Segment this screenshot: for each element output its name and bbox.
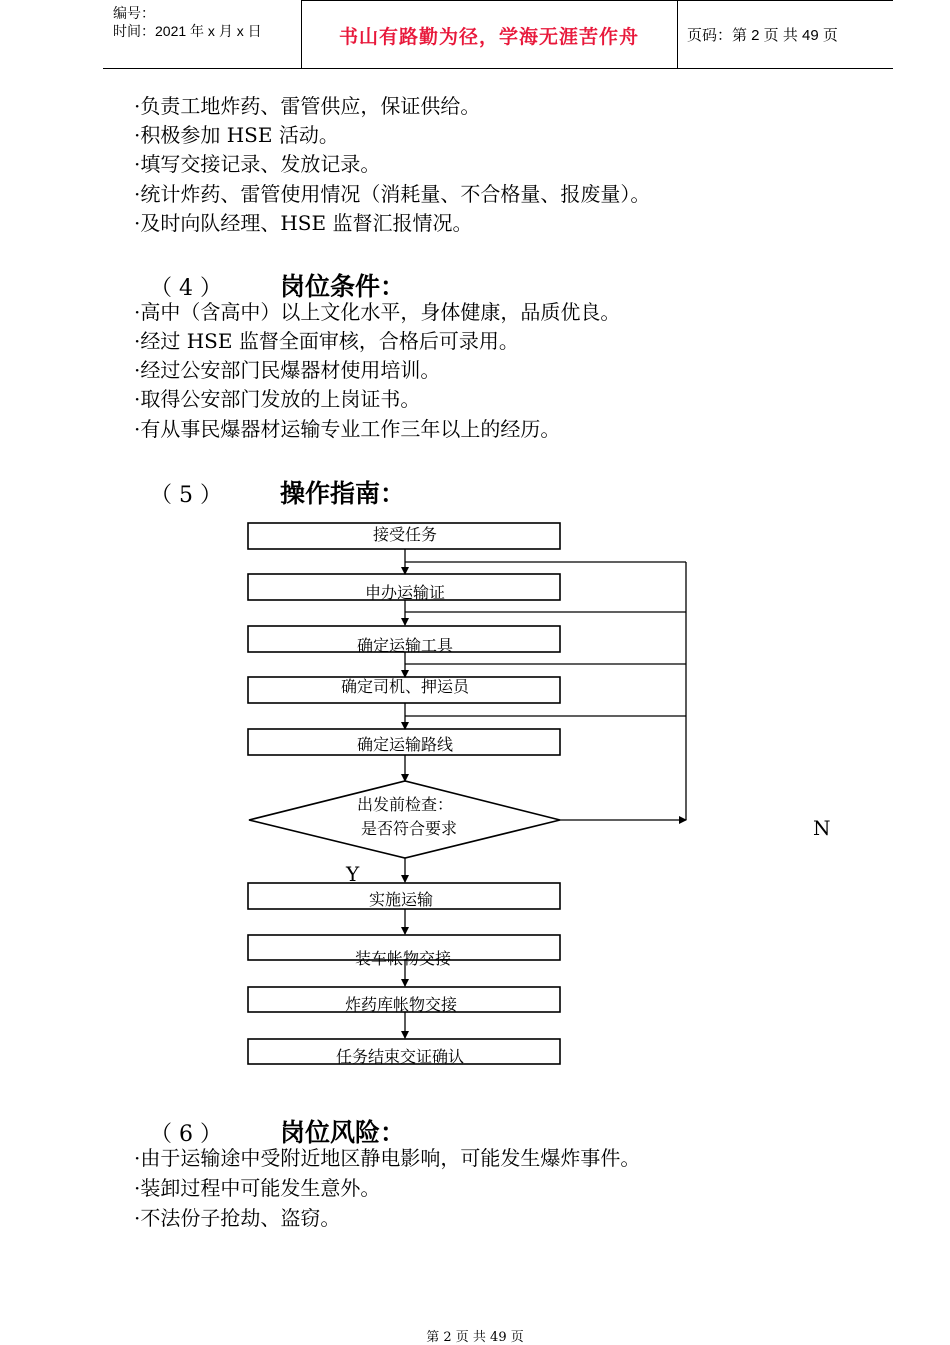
document-date-label: 时间：2021 年 x 月 x 日: [113, 23, 262, 39]
requirement-item: ·经过公安部门民爆器材使用培训。: [134, 358, 441, 382]
risk-item: ·装卸过程中可能发生意外。: [134, 1176, 381, 1200]
decision-label: 是否符合要求: [360, 819, 458, 838]
duty-item: ·及时向队经理、HSE 监督汇报情况。: [134, 211, 473, 235]
flow-step-label: 接受任务: [372, 525, 438, 544]
risk-item: ·由于运输途中受附近地区静电影响，可能发生爆炸事件。: [134, 1146, 641, 1170]
risk-item: ·不法份子抢劫、盗窃。: [134, 1206, 341, 1230]
section-number: （ 5 ）: [150, 483, 222, 508]
section-title: 岗位条件：: [280, 273, 406, 301]
requirement-item: ·高中（含高中）以上文化水平，身体健康，品质优良。: [134, 300, 621, 324]
no-branch-label: N: [813, 816, 831, 840]
flow-step-label: 炸药库帐物交接: [344, 995, 458, 1014]
header-page-number: 页码：第 2 页 共 49 页: [687, 27, 838, 44]
section-heading: [150, 1113, 405, 1149]
flow-step-label: 确定运输工具: [356, 636, 454, 655]
page-footer: 第 2 页 共 49 页: [426, 1330, 524, 1345]
flow-step-label: 装车帐物交接: [354, 949, 452, 968]
flow-step-label: 确定运输路线: [356, 735, 454, 754]
decision-label: 出发前检查：: [356, 795, 454, 814]
duty-item: ·积极参加 HSE 活动。: [134, 123, 339, 147]
requirement-item: ·有从事民爆器材运输专业工作三年以上的经历。: [134, 417, 561, 441]
section-number: （ 6 ）: [150, 1122, 222, 1147]
document-number-label: 编号：: [113, 5, 155, 21]
flow-step-label: 确定司机、押运员: [340, 677, 470, 696]
duty-item: ·统计炸药、雷管使用情况（消耗量、不合格量、报废量）。: [134, 182, 651, 206]
requirement-item: ·取得公安部门发放的上岗证书。: [134, 387, 421, 411]
flow-step-label: 实施运输: [368, 890, 434, 909]
flow-step-label: 任务结束交证确认: [335, 1047, 465, 1066]
section-title: 操作指南：: [280, 480, 406, 508]
header-motto: 书山有路勤为径，学海无涯苦作舟: [338, 27, 639, 48]
section-number: （ 4 ）: [150, 276, 222, 301]
section-title: 岗位风险：: [280, 1119, 406, 1147]
flow-step-label: 申办运输证: [364, 583, 446, 602]
yes-branch-label: Y: [346, 862, 360, 886]
requirement-item: ·经过 HSE 监督全面审核，合格后可录用。: [134, 329, 519, 353]
duty-item: ·填写交接记录、发放记录。: [134, 152, 381, 176]
duty-item: ·负责工地炸药、雷管供应，保证供给。: [134, 94, 481, 118]
